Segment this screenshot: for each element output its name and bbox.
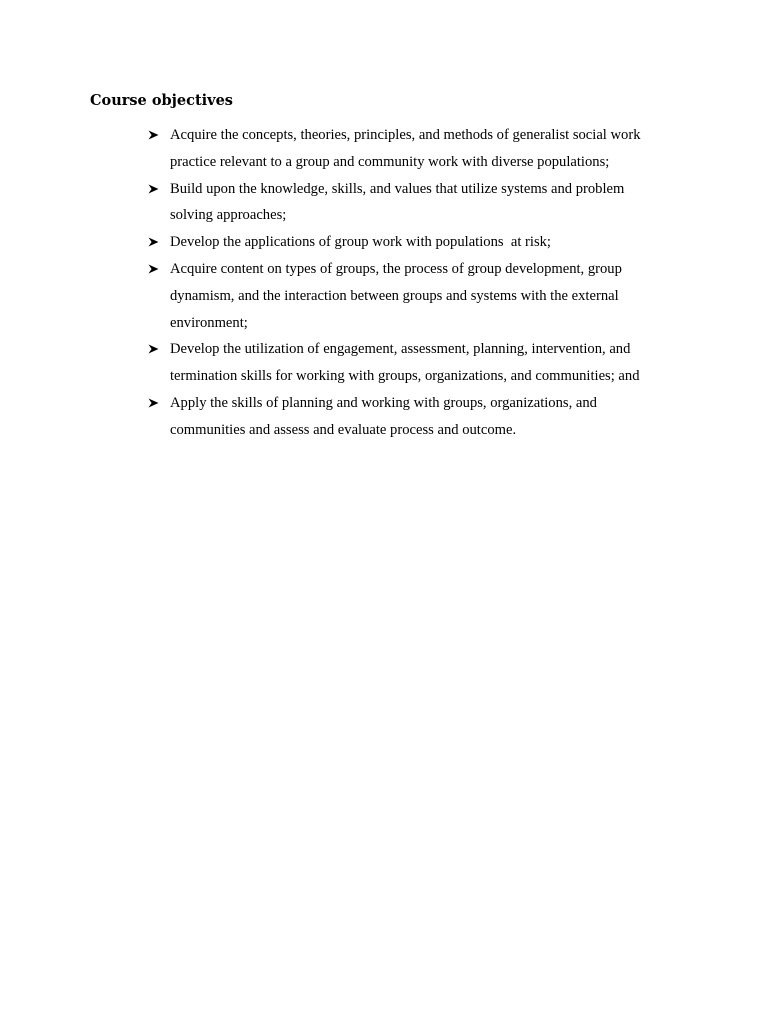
arrowhead-bullet-icon [147, 256, 161, 283]
objective-item [147, 122, 662, 176]
section-heading: Course objectives [90, 92, 233, 109]
arrowhead-bullet-icon [147, 229, 161, 256]
course-objectives-list [147, 122, 662, 444]
objective-text: Develop the applications of group work with populations at risk; [170, 234, 551, 251]
objective-item [147, 176, 662, 230]
objective-text: Build upon the knowledge, skills, and values that utilize systems and problem solving approaches; [170, 180, 625, 224]
arrowhead-bullet-icon [147, 390, 161, 417]
objective-item [147, 390, 662, 444]
objective-item [147, 336, 662, 390]
arrowhead-bullet-icon [147, 336, 161, 363]
objective-text: Acquire content on types of groups, the process of group development, group dynamism, and the interaction between groups and systems with the external environment; [170, 260, 622, 331]
objective-text: Acquire the concepts, theories, principles, and methods of generalist social work practice relevant to a group and community work with diverse populations; [170, 127, 641, 170]
objective-text: Develop the utilization of engagement, assessment, planning, intervention, and termination skills for working with groups, organizations, and communities; and [170, 341, 640, 385]
objective-item [147, 229, 662, 256]
objective-item [147, 256, 662, 336]
arrowhead-bullet-icon [147, 176, 161, 203]
objective-text: Apply the skills of planning and working with groups, organizations, and communities and assess and evaluate process and outcome. [170, 394, 597, 438]
arrowhead-bullet-icon [147, 122, 161, 149]
